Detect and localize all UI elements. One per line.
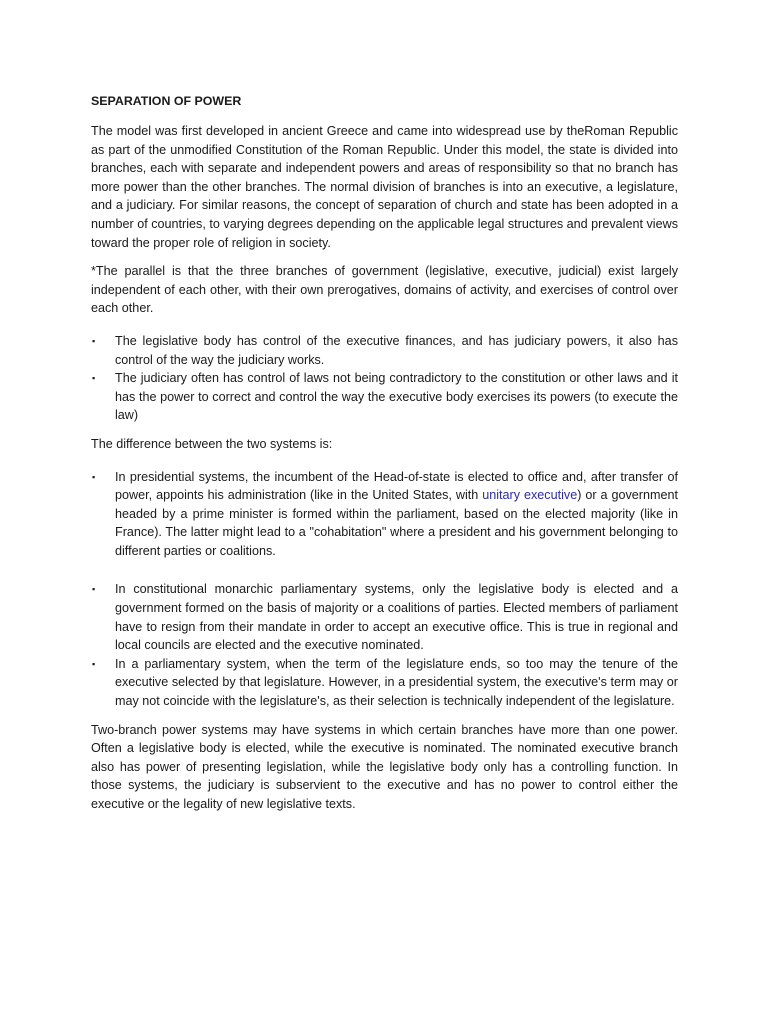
unitary-executive-link[interactable]: unitary executive <box>482 488 578 503</box>
bullet-icon: ▪ <box>92 658 96 669</box>
document-title: SEPARATION OF POWER <box>91 94 242 108</box>
list-item-text: The judiciary often has control of laws not being contradictory to the constitution or other laws and it has the power to correct and control the way the executive body exercises its powers (to execute the law) <box>115 371 678 423</box>
bullet-icon: ▪ <box>92 584 96 595</box>
list-item-text: The legislative body has control of the executive finances, and has judiciary powers, it also has control of the way the judiciary works. <box>115 333 678 367</box>
list-item <box>91 369 678 425</box>
bullet-icon: ▪ <box>92 373 96 384</box>
list-item <box>91 655 678 711</box>
difference-heading: The difference between the two systems is: <box>91 436 333 451</box>
list-item <box>91 332 678 369</box>
list-item <box>91 580 678 654</box>
closing-paragraph: Two-branch power systems may have systems in which certain branches have more than one power. Often a legislative body is elected, while the executive is nominated. The nominated executive branch also has power of presenting legislation, while the legislative body only has a controlling function. In those systems, the judiciary is subservient to the executive and has no power to control either the executive or the legality of new legislative texts. <box>91 722 678 811</box>
list-item-text: ) or a government headed by a prime minister is formed within the parliament, based on the elected majority (like in France). The latter might lead to a "cohabitation" where a president and his government belonging to different parties or coalitions. <box>115 488 678 558</box>
list-item-text: In presidential systems, the incumbent of the Head-of-state is elected to office and, after transfer of power, appoints his administration (like in the United States, with <box>115 469 678 503</box>
list-item-text: In a parliamentary system, when the term of the legislature ends, so too may the tenure of the executive selected by that legislature. However, in a presidential system, the executive's term may or may not coincide with the legislature's, as their selection is technically independent of the legislature. <box>115 656 678 709</box>
parallel-paragraph: *The parallel is that the three branches of government (legislative, executive, judicial) exist largely independent of each other, with their own prerogatives, domains of activity, and exercises of control over each other. <box>91 264 678 316</box>
control-bullet-list <box>91 332 678 425</box>
document-page <box>91 92 678 824</box>
list-item <box>91 468 678 561</box>
presidential-bullet-list <box>91 468 678 561</box>
bullet-icon: ▪ <box>92 471 96 482</box>
bullet-icon: ▪ <box>92 335 96 346</box>
intro-paragraph: The model was first developed in ancient Greece and came into widespread use by theRoman Republic as part of the unmodified Constitution of the Roman Republic. Under this model, the state is divided into branches, each with separate and independent powers and areas of responsibility so that no branch has more power than the other branches. The normal division of branches is into an executive, a legislature, and a judiciary. For similar reasons, the concept of separation of church and state has been adopted in a number of countries, to varying degrees depending on the applicable legal structures and prevalent views toward the proper role of religion in society. <box>91 124 678 250</box>
system-bullet-list <box>91 580 678 710</box>
list-item-text: In constitutional monarchic parliamentary systems, only the legislative body is elected and a government formed on the basis of majority or a coalitions of parties. Elected members of parliament have to resign from their mandate in order to accept an executive office. This is true in regional and local councils are elected and the executive nominated. <box>115 582 678 653</box>
